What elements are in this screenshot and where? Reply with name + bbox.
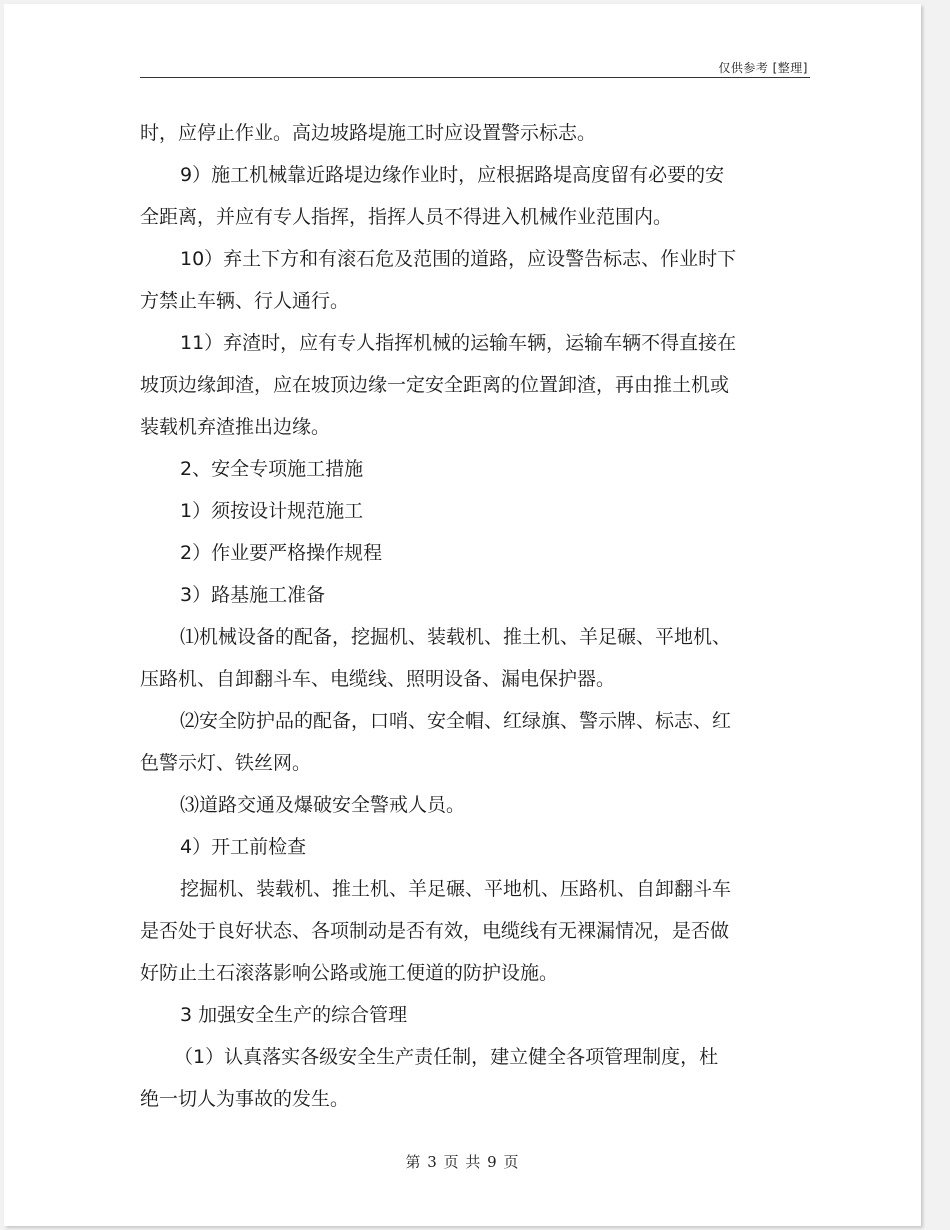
paragraph-line: 2、安全专项施工措施 [180,458,364,480]
body-text [140,112,780,1120]
document-page [4,4,921,1226]
paragraph-line: 是否处于良好状态、各项制动是否有效，电缆线有无裸漏情况，是否做 [140,920,730,942]
paragraph-line: 2）作业要严格操作规程 [180,542,383,564]
paragraph-line: 9）施工机械靠近路堤边缘作业时，应根据路堤高度留有必要的安 [180,164,725,186]
paragraph-line: 绝一切人为事故的发生。 [140,1088,350,1110]
paragraph-line: 方禁止车辆、行人通行。 [140,290,350,312]
paragraph-line: ⑵安全防护品的配备，口哨、安全帽、红绿旗、警示牌、标志、红 [180,710,732,732]
paragraph-line: 挖掘机、装载机、推土机、羊足碾、平地机、压路机、自卸翻斗车 [180,878,732,900]
header-divider [140,77,810,78]
paragraph-line: 10）弃土下方和有滚石危及范围的道路，应设警告标志、作业时下 [180,248,737,270]
paragraph-line: 全距离，并应有专人指挥，指挥人员不得进入机械作业范围内。 [140,206,673,228]
paragraph-line: 时，应停止作业。高边坡路堤施工时应设置警示标志。 [140,122,597,144]
paragraph-line: 11）弃渣时，应有专人指挥机械的运输车辆，运输车辆不得直接在 [180,332,737,354]
paragraph-line: 坡顶边缘卸渣，应在坡顶边缘一定安全距离的位置卸渣，再由推土机或 [140,374,730,396]
page-footer: 第 3 页 共 9 页 [405,1153,520,1171]
paragraph-line: ⑶道路交通及爆破安全警戒人员。 [180,794,466,816]
paragraph-line: 4）开工前检查 [180,836,307,858]
paragraph-line: （1）认真落实各级安全生产责任制，建立健全各项管理制度，杜 [174,1046,719,1068]
paragraph-line: 压路机、自卸翻斗车、电缆线、照明设备、漏电保护器。 [140,668,616,690]
paragraph-line: 色警示灯、铁丝网。 [140,752,312,774]
header-note: 仅供参考 [整理] [718,61,808,75]
paragraph-line: 3 加强安全生产的综合管理 [180,1004,408,1026]
paragraph-line: 装载机弃渣推出边缘。 [140,416,331,438]
paragraph-line: 3）路基施工准备 [180,584,326,606]
paragraph-line: 好防止土石滚落影响公路或施工便道的防护设施。 [140,962,559,984]
paragraph-line: 1）须按设计规范施工 [180,500,364,522]
paragraph-line: ⑴机械设备的配备，挖掘机、装载机、推土机、羊足碾、平地机、 [180,626,732,648]
